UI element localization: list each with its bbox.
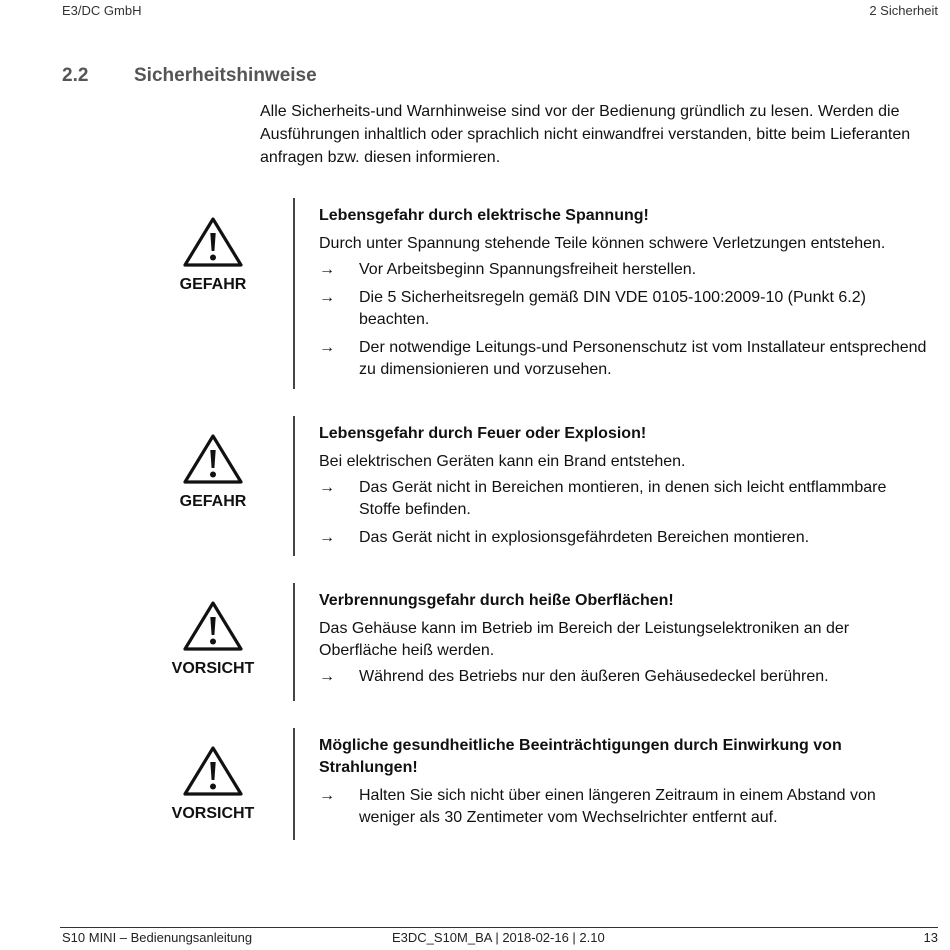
- warning-label: GEFAHR: [179, 493, 247, 510]
- arrow-right-icon: →: [319, 289, 335, 306]
- divider: [293, 416, 295, 556]
- footer-page-number: 13: [923, 930, 938, 945]
- warning-title: Lebensgefahr durch Feuer oder Explosion!: [319, 425, 647, 442]
- arrow-right-icon: →: [319, 479, 335, 496]
- warning-content: [319, 205, 929, 387]
- warning-triangle-icon: [182, 600, 244, 652]
- warning-sign: [170, 433, 256, 511]
- warning-label: VORSICHT: [171, 805, 255, 822]
- arrow-right-icon: →: [319, 261, 335, 278]
- list-item: → Während des Betriebs nur den äußeren Gehäusedeckel berühren.: [319, 666, 929, 688]
- list-item: → Die 5 Sicherheitsregeln gemäß DIN VDE 0105-100:2009-10 (Punkt 6.2) beachten.: [319, 289, 866, 328]
- warning-sign: [170, 745, 256, 823]
- footer-doc-id: E3DC_S10M_BA | 2018-02-16 | 2.10: [392, 930, 605, 945]
- arrow-right-icon: →: [319, 529, 335, 546]
- warning-title: Verbrennungsgefahr durch heiße Oberflächen!: [319, 592, 674, 609]
- footer-manual: S10 MINI – Bedienungsanleitung: [62, 930, 253, 945]
- arrow-right-icon: →: [319, 668, 335, 685]
- list-item: → Der notwendige Leitungs-und Personenschutz ist vom Installateur entsprechend zu dimensionieren und vorzusehen.: [319, 339, 927, 378]
- warning-content: [319, 735, 929, 835]
- section-number: 2.2: [62, 65, 89, 86]
- warning-description: Durch unter Spannung stehende Teile können schwere Verletzungen entstehen.: [319, 235, 886, 252]
- footer-rule: [60, 927, 938, 928]
- divider: [293, 728, 295, 840]
- header-company: E3/DC GmbH: [62, 3, 142, 18]
- warning-label: GEFAHR: [179, 276, 247, 293]
- warning-label: VORSICHT: [171, 660, 255, 677]
- header-chapter: 2 Sicherheit: [869, 3, 938, 18]
- warning-title: Lebensgefahr durch elektrische Spannung!: [319, 207, 649, 224]
- divider: [293, 198, 295, 389]
- warning-triangle-icon: [182, 433, 244, 485]
- section-title: Sicherheitshinweise: [134, 65, 317, 86]
- arrow-right-icon: →: [319, 339, 335, 356]
- divider: [293, 583, 295, 701]
- list-item: → Vor Arbeitsbeginn Spannungsfreiheit herstellen.: [319, 259, 929, 281]
- warning-content: [319, 423, 929, 555]
- arrow-right-icon: →: [319, 787, 335, 804]
- list-item: → Das Gerät nicht in explosionsgefährdeten Bereichen montieren.: [319, 527, 929, 549]
- list-item: → Das Gerät nicht in Bereichen montieren, in denen sich leicht entflammbare Stoffe befinden.: [319, 479, 887, 518]
- warning-description: Bei elektrischen Geräten kann ein Brand entstehen.: [319, 453, 686, 470]
- warning-description: Das Gehäuse kann im Betrieb im Bereich der Leistungselektroniken an der Oberfläche heiß werden.: [319, 620, 850, 659]
- warning-sign: [170, 216, 256, 294]
- section-intro: Alle Sicherheits-und Warnhinweise sind vor der Bedienung gründlich zu lesen. Werden die Ausführungen inhaltlich oder sprachlich nicht einwandfrei verstanden, bitte beim Lieferanten anfragen bzw. diesen informieren.: [260, 103, 911, 166]
- warning-content: [319, 590, 929, 694]
- warning-sign: [170, 600, 256, 678]
- warning-triangle-icon: [182, 216, 244, 268]
- warning-title: Mögliche gesundheitliche Beeinträchtigungen durch Einwirkung von Strahlungen!: [319, 737, 842, 776]
- list-item: → Halten Sie sich nicht über einen längeren Zeitraum in einem Abstand von weniger als 30 Zentimeter vom Wechselrichter entfernt auf.: [319, 787, 876, 826]
- warning-triangle-icon: [182, 745, 244, 797]
